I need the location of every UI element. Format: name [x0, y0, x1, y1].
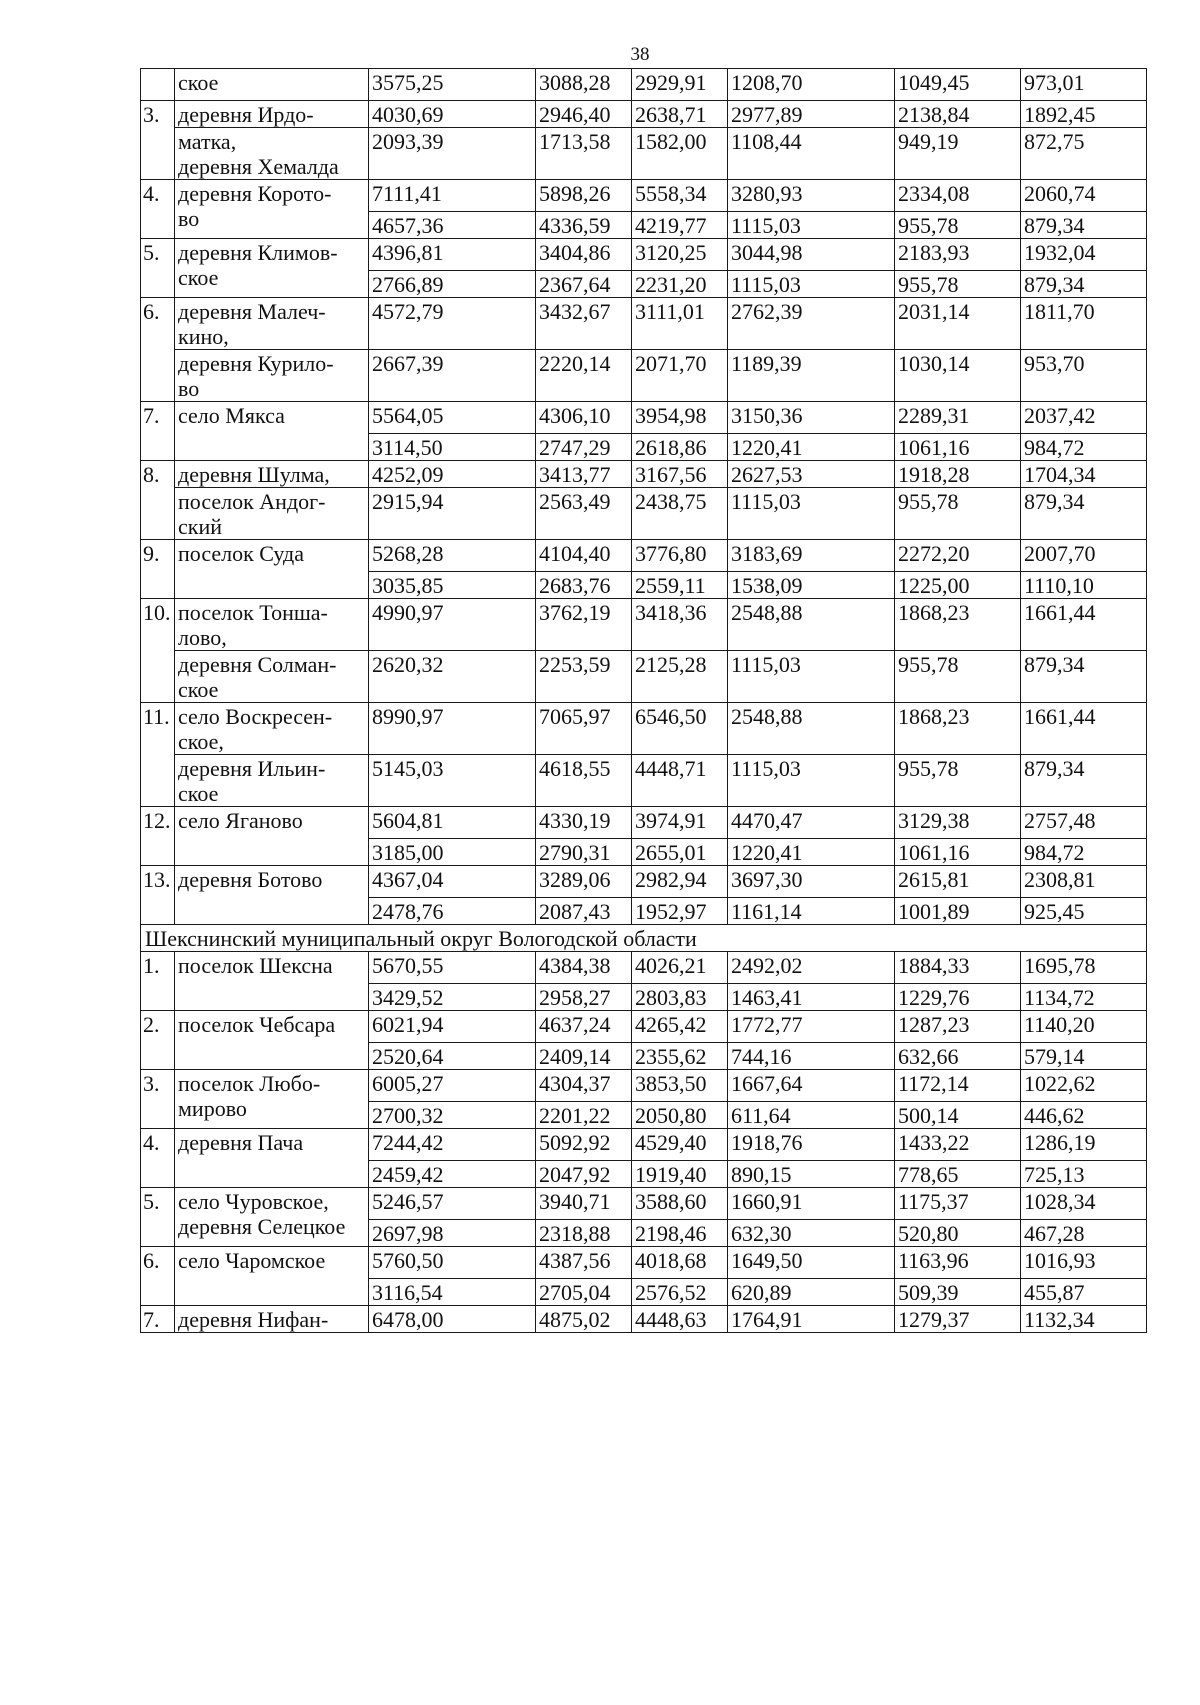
value-cell: 2700,32	[369, 1102, 536, 1129]
value-cell: 2007,70	[1021, 540, 1147, 572]
value-cell: 1163,96	[895, 1247, 1021, 1279]
value-cell: 2520,64	[369, 1043, 536, 1070]
tariff-table	[140, 68, 1147, 1333]
value-cell: 1919,40	[632, 1161, 728, 1188]
value-cell: 2977,89	[728, 101, 895, 128]
value-cell: 1220,41	[728, 839, 895, 866]
value-cell: 3035,85	[369, 572, 536, 599]
table-row	[141, 925, 1147, 952]
value-cell: 3954,98	[632, 402, 728, 434]
value-cell: 2087,43	[536, 898, 632, 925]
value-cell: 2946,40	[536, 101, 632, 128]
value-cell: 1952,97	[632, 898, 728, 925]
value-cell: 5760,50	[369, 1247, 536, 1279]
value-cell: 3404,86	[536, 239, 632, 271]
value-cell: 2667,39	[369, 350, 536, 402]
value-cell: 1175,37	[895, 1188, 1021, 1220]
value-cell: 1022,62	[1021, 1070, 1147, 1102]
value-cell: 4265,42	[632, 1011, 728, 1043]
value-cell: 744,16	[728, 1043, 895, 1070]
table-row	[141, 1188, 1147, 1220]
value-cell: 1115,03	[728, 271, 895, 298]
value-cell: 1030,14	[895, 350, 1021, 402]
value-cell: 2762,39	[728, 298, 895, 350]
value-cell: 3588,60	[632, 1188, 728, 1220]
table-row	[141, 488, 1147, 540]
value-cell: 2615,81	[895, 866, 1021, 898]
value-cell: 4304,37	[536, 1070, 632, 1102]
value-cell: 3853,50	[632, 1070, 728, 1102]
table-row	[141, 807, 1147, 839]
value-cell: 3575,25	[369, 69, 536, 101]
row-number-cell: 7.	[141, 1306, 175, 1333]
row-number-cell: 4.	[141, 180, 175, 239]
value-cell: 2757,48	[1021, 807, 1147, 839]
value-cell: 4330,19	[536, 807, 632, 839]
value-cell: 1868,23	[895, 599, 1021, 651]
table-row	[141, 69, 1147, 101]
table-row	[141, 540, 1147, 572]
value-cell: 1811,70	[1021, 298, 1147, 350]
settlement-name-cell: село Мякса	[175, 402, 369, 461]
value-cell: 4990,97	[369, 599, 536, 651]
settlement-name-cell: деревня Солман- ское	[175, 651, 369, 703]
value-cell: 1172,14	[895, 1070, 1021, 1102]
value-cell: 2982,94	[632, 866, 728, 898]
page-number: 38	[630, 44, 650, 65]
settlement-name-cell: село Воскресен- ское,	[175, 703, 369, 755]
value-cell: 579,14	[1021, 1043, 1147, 1070]
value-cell: 2620,32	[369, 651, 536, 703]
value-cell: 2138,84	[895, 101, 1021, 128]
value-cell: 890,15	[728, 1161, 895, 1188]
table-row	[141, 461, 1147, 488]
value-cell: 4448,63	[632, 1306, 728, 1333]
value-cell: 1220,41	[728, 434, 895, 461]
value-cell: 3289,06	[536, 866, 632, 898]
value-cell: 2334,08	[895, 180, 1021, 212]
value-cell: 4219,77	[632, 212, 728, 239]
settlement-name-cell: деревня Ботово	[175, 866, 369, 925]
value-cell: 1229,76	[895, 984, 1021, 1011]
value-cell: 1134,72	[1021, 984, 1147, 1011]
value-cell: 4026,21	[632, 952, 728, 984]
table-row	[141, 128, 1147, 180]
value-cell: 3974,91	[632, 807, 728, 839]
value-cell: 5145,03	[369, 755, 536, 807]
value-cell: 1713,58	[536, 128, 632, 180]
value-cell: 2548,88	[728, 703, 895, 755]
table-row	[141, 101, 1147, 128]
value-cell: 6021,94	[369, 1011, 536, 1043]
value-cell: 1433,22	[895, 1129, 1021, 1161]
row-number-cell: 12.	[141, 807, 175, 866]
settlement-name-cell: деревня Малеч- кино,	[175, 298, 369, 350]
settlement-name-cell: поселок Тонша- лово,	[175, 599, 369, 651]
value-cell: 2050,80	[632, 1102, 728, 1129]
value-cell: 1660,91	[728, 1188, 895, 1220]
value-cell: 2272,20	[895, 540, 1021, 572]
value-cell: 2697,98	[369, 1220, 536, 1247]
value-cell: 1661,44	[1021, 703, 1147, 755]
value-cell: 2576,52	[632, 1279, 728, 1306]
value-cell: 1868,23	[895, 703, 1021, 755]
value-cell: 3129,38	[895, 807, 1021, 839]
settlement-name-cell: деревня Ильин- ское	[175, 755, 369, 807]
row-number-cell: 13.	[141, 866, 175, 925]
value-cell: 1115,03	[728, 212, 895, 239]
value-cell: 1892,45	[1021, 101, 1147, 128]
value-cell: 2929,91	[632, 69, 728, 101]
value-cell: 3940,71	[536, 1188, 632, 1220]
table-row	[141, 1247, 1147, 1279]
settlement-name-cell: деревня Шулма,	[175, 461, 369, 488]
value-cell: 1884,33	[895, 952, 1021, 984]
value-cell: 2198,46	[632, 1220, 728, 1247]
value-cell: 4448,71	[632, 755, 728, 807]
value-cell: 4387,56	[536, 1247, 632, 1279]
value-cell: 1132,34	[1021, 1306, 1147, 1333]
value-cell: 955,78	[895, 212, 1021, 239]
table-row	[141, 1306, 1147, 1333]
value-cell: 879,34	[1021, 271, 1147, 298]
value-cell: 4618,55	[536, 755, 632, 807]
value-cell: 3044,98	[728, 239, 895, 271]
value-cell: 879,34	[1021, 488, 1147, 540]
value-cell: 2289,31	[895, 402, 1021, 434]
table-row	[141, 180, 1147, 212]
row-number-cell: 3.	[141, 1070, 175, 1129]
settlement-name-cell: деревня Ирдо-	[175, 101, 369, 128]
value-cell: 4396,81	[369, 239, 536, 271]
value-cell: 2201,22	[536, 1102, 632, 1129]
value-cell: 2618,86	[632, 434, 728, 461]
value-cell: 500,14	[895, 1102, 1021, 1129]
value-cell: 953,70	[1021, 350, 1147, 402]
value-cell: 4470,47	[728, 807, 895, 839]
value-cell: 1028,34	[1021, 1188, 1147, 1220]
value-cell: 4572,79	[369, 298, 536, 350]
value-cell: 879,34	[1021, 755, 1147, 807]
row-number-cell: 9.	[141, 540, 175, 599]
value-cell: 611,64	[728, 1102, 895, 1129]
value-cell: 455,87	[1021, 1279, 1147, 1306]
settlement-name-cell: поселок Суда	[175, 540, 369, 599]
value-cell: 2492,02	[728, 952, 895, 984]
value-cell: 2231,20	[632, 271, 728, 298]
row-number-cell: 7.	[141, 402, 175, 461]
value-cell: 1918,28	[895, 461, 1021, 488]
value-cell: 1667,64	[728, 1070, 895, 1102]
value-cell: 2548,88	[728, 599, 895, 651]
value-cell: 1061,16	[895, 434, 1021, 461]
value-cell: 7244,42	[369, 1129, 536, 1161]
value-cell: 955,78	[895, 755, 1021, 807]
value-cell: 1049,45	[895, 69, 1021, 101]
value-cell: 8990,97	[369, 703, 536, 755]
table-row	[141, 952, 1147, 984]
value-cell: 3167,56	[632, 461, 728, 488]
value-cell: 2253,59	[536, 651, 632, 703]
value-cell: 2747,29	[536, 434, 632, 461]
row-number-cell: 5.	[141, 1188, 175, 1247]
value-cell: 632,30	[728, 1220, 895, 1247]
settlement-name-cell: поселок Чебсара	[175, 1011, 369, 1070]
value-cell: 2627,53	[728, 461, 895, 488]
value-cell: 725,13	[1021, 1161, 1147, 1188]
row-number-cell: 4.	[141, 1129, 175, 1188]
value-cell: 4637,24	[536, 1011, 632, 1043]
value-cell: 955,78	[895, 651, 1021, 703]
value-cell: 4018,68	[632, 1247, 728, 1279]
value-cell: 5564,05	[369, 402, 536, 434]
district-header-cell: Шекснинский муниципальный округ Вологодской области	[141, 925, 1147, 952]
value-cell: 2093,39	[369, 128, 536, 180]
settlement-name-cell: матка, деревня Хемалда	[175, 128, 369, 180]
value-cell: 2705,04	[536, 1279, 632, 1306]
row-number-cell: 1.	[141, 952, 175, 1011]
value-cell: 4367,04	[369, 866, 536, 898]
row-number-cell: 6.	[141, 298, 175, 402]
value-cell: 4252,09	[369, 461, 536, 488]
value-cell: 2047,92	[536, 1161, 632, 1188]
value-cell: 1764,91	[728, 1306, 895, 1333]
value-cell: 1115,03	[728, 651, 895, 703]
value-cell: 778,65	[895, 1161, 1021, 1188]
value-cell: 7111,41	[369, 180, 536, 212]
value-cell: 3114,50	[369, 434, 536, 461]
value-cell: 2559,11	[632, 572, 728, 599]
value-cell: 1189,39	[728, 350, 895, 402]
row-number-cell: 2.	[141, 1011, 175, 1070]
settlement-name-cell: село Чуровское, деревня Селецкое	[175, 1188, 369, 1247]
value-cell: 3116,54	[369, 1279, 536, 1306]
settlement-name-cell: село Чаромское	[175, 1247, 369, 1306]
value-cell: 5604,81	[369, 807, 536, 839]
row-number-cell: 8.	[141, 461, 175, 540]
value-cell: 3413,77	[536, 461, 632, 488]
value-cell: 4657,36	[369, 212, 536, 239]
value-cell: 4336,59	[536, 212, 632, 239]
value-cell: 5898,26	[536, 180, 632, 212]
value-cell: 2060,74	[1021, 180, 1147, 212]
value-cell: 3183,69	[728, 540, 895, 572]
value-cell: 2183,93	[895, 239, 1021, 271]
value-cell: 1772,77	[728, 1011, 895, 1043]
value-cell: 1286,19	[1021, 1129, 1147, 1161]
table-row	[141, 298, 1147, 350]
value-cell: 446,62	[1021, 1102, 1147, 1129]
value-cell: 1016,93	[1021, 1247, 1147, 1279]
table-body	[141, 69, 1147, 1333]
value-cell: 2037,42	[1021, 402, 1147, 434]
value-cell: 3429,52	[369, 984, 536, 1011]
row-number-cell: 11.	[141, 703, 175, 807]
value-cell: 1140,20	[1021, 1011, 1147, 1043]
value-cell: 1649,50	[728, 1247, 895, 1279]
value-cell: 1115,03	[728, 488, 895, 540]
table-row	[141, 866, 1147, 898]
value-cell: 2409,14	[536, 1043, 632, 1070]
value-cell: 1108,44	[728, 128, 895, 180]
value-cell: 1001,89	[895, 898, 1021, 925]
settlement-name-cell: ское	[175, 69, 369, 101]
value-cell: 1538,09	[728, 572, 895, 599]
settlement-name-cell: деревня Нифан-	[175, 1306, 369, 1333]
value-cell: 2071,70	[632, 350, 728, 402]
table-row	[141, 651, 1147, 703]
value-cell: 3185,00	[369, 839, 536, 866]
settlement-name-cell: деревня Пача	[175, 1129, 369, 1188]
value-cell: 925,45	[1021, 898, 1147, 925]
value-cell: 2655,01	[632, 839, 728, 866]
row-number-cell: 5.	[141, 239, 175, 298]
value-cell: 879,34	[1021, 651, 1147, 703]
value-cell: 467,28	[1021, 1220, 1147, 1247]
value-cell: 984,72	[1021, 434, 1147, 461]
value-cell: 2638,71	[632, 101, 728, 128]
value-cell: 2478,76	[369, 898, 536, 925]
table-row	[141, 703, 1147, 755]
row-number-cell: 6.	[141, 1247, 175, 1306]
value-cell: 4104,40	[536, 540, 632, 572]
value-cell: 2308,81	[1021, 866, 1147, 898]
table-row	[141, 239, 1147, 271]
settlement-name-cell: село Яганово	[175, 807, 369, 866]
value-cell: 6478,00	[369, 1306, 536, 1333]
value-cell: 955,78	[895, 488, 1021, 540]
value-cell: 1932,04	[1021, 239, 1147, 271]
value-cell: 2803,83	[632, 984, 728, 1011]
value-cell: 620,89	[728, 1279, 895, 1306]
value-cell: 5670,55	[369, 952, 536, 984]
table-row	[141, 755, 1147, 807]
value-cell: 3418,36	[632, 599, 728, 651]
value-cell: 1110,10	[1021, 572, 1147, 599]
table-row	[141, 1129, 1147, 1161]
value-cell: 2355,62	[632, 1043, 728, 1070]
value-cell: 3280,93	[728, 180, 895, 212]
value-cell: 1918,76	[728, 1129, 895, 1161]
settlement-name-cell: поселок Шексна	[175, 952, 369, 1011]
value-cell: 2683,76	[536, 572, 632, 599]
value-cell: 5558,34	[632, 180, 728, 212]
value-cell: 5246,57	[369, 1188, 536, 1220]
value-cell: 5268,28	[369, 540, 536, 572]
row-number-cell	[141, 69, 175, 101]
value-cell: 2318,88	[536, 1220, 632, 1247]
value-cell: 1695,78	[1021, 952, 1147, 984]
value-cell: 1225,00	[895, 572, 1021, 599]
value-cell: 4384,38	[536, 952, 632, 984]
table-row	[141, 1011, 1147, 1043]
value-cell: 949,19	[895, 128, 1021, 180]
settlement-name-cell: деревня Курило- во	[175, 350, 369, 402]
value-cell: 2438,75	[632, 488, 728, 540]
value-cell: 2915,94	[369, 488, 536, 540]
value-cell: 1115,03	[728, 755, 895, 807]
value-cell: 2367,64	[536, 271, 632, 298]
value-cell: 2459,42	[369, 1161, 536, 1188]
value-cell: 2125,28	[632, 651, 728, 703]
row-number-cell: 10.	[141, 599, 175, 703]
value-cell: 1061,16	[895, 839, 1021, 866]
value-cell: 1208,70	[728, 69, 895, 101]
value-cell: 3776,80	[632, 540, 728, 572]
value-cell: 7065,97	[536, 703, 632, 755]
value-cell: 3111,01	[632, 298, 728, 350]
value-cell: 1279,37	[895, 1306, 1021, 1333]
value-cell: 3120,25	[632, 239, 728, 271]
value-cell: 1161,14	[728, 898, 895, 925]
value-cell: 984,72	[1021, 839, 1147, 866]
value-cell: 1463,41	[728, 984, 895, 1011]
value-cell: 6005,27	[369, 1070, 536, 1102]
value-cell: 3432,67	[536, 298, 632, 350]
value-cell: 1582,00	[632, 128, 728, 180]
value-cell: 2790,31	[536, 839, 632, 866]
value-cell: 1287,23	[895, 1011, 1021, 1043]
value-cell: 1704,34	[1021, 461, 1147, 488]
value-cell: 955,78	[895, 271, 1021, 298]
value-cell: 2220,14	[536, 350, 632, 402]
settlement-name-cell: деревня Климов- ское	[175, 239, 369, 298]
table-row	[141, 1070, 1147, 1102]
value-cell: 6546,50	[632, 703, 728, 755]
value-cell: 2031,14	[895, 298, 1021, 350]
settlement-name-cell: поселок Андог- ский	[175, 488, 369, 540]
value-cell: 879,34	[1021, 212, 1147, 239]
value-cell: 4030,69	[369, 101, 536, 128]
table-row	[141, 350, 1147, 402]
value-cell: 632,66	[895, 1043, 1021, 1070]
value-cell: 3762,19	[536, 599, 632, 651]
table-row	[141, 402, 1147, 434]
row-number-cell: 3.	[141, 101, 175, 180]
value-cell: 520,80	[895, 1220, 1021, 1247]
value-cell: 4529,40	[632, 1129, 728, 1161]
value-cell: 3088,28	[536, 69, 632, 101]
value-cell: 2958,27	[536, 984, 632, 1011]
table-row	[141, 599, 1147, 651]
value-cell: 1661,44	[1021, 599, 1147, 651]
value-cell: 5092,92	[536, 1129, 632, 1161]
value-cell: 4875,02	[536, 1306, 632, 1333]
value-cell: 509,39	[895, 1279, 1021, 1306]
settlement-name-cell: деревня Корото- во	[175, 180, 369, 239]
value-cell: 973,01	[1021, 69, 1147, 101]
value-cell: 3150,36	[728, 402, 895, 434]
settlement-name-cell: поселок Любо- мирово	[175, 1070, 369, 1129]
value-cell: 2563,49	[536, 488, 632, 540]
value-cell: 872,75	[1021, 128, 1147, 180]
value-cell: 2766,89	[369, 271, 536, 298]
value-cell: 4306,10	[536, 402, 632, 434]
value-cell: 3697,30	[728, 866, 895, 898]
